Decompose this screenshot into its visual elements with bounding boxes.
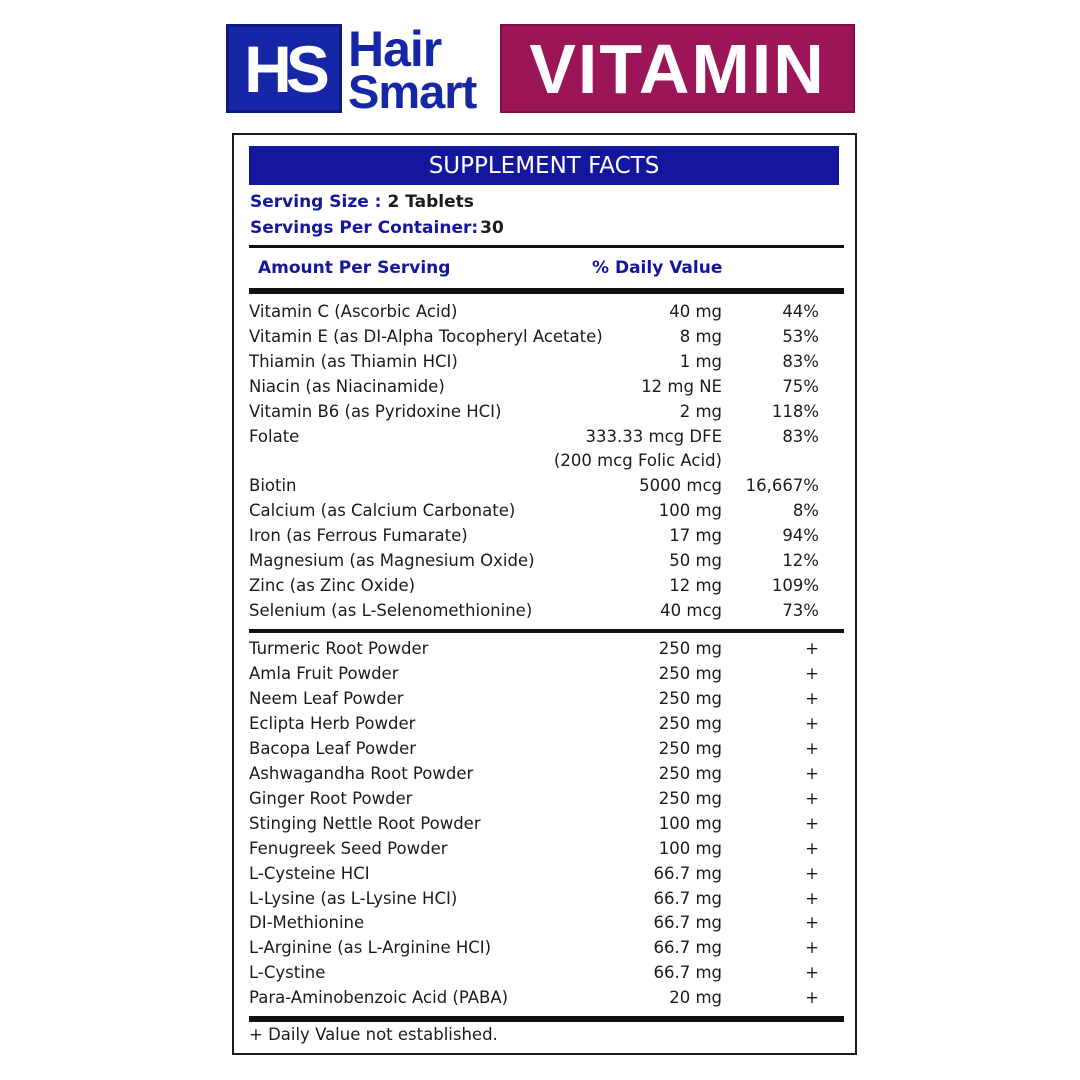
nutrient-daily-value: 53% [782, 326, 819, 346]
nutrient-amount: 250 mg [658, 763, 722, 783]
nutrient-row [249, 786, 819, 811]
nutrient-daily-value: 83% [782, 351, 819, 371]
nutrient-row [249, 573, 819, 598]
nutrient-amount: 100 mg [658, 501, 722, 521]
product-name: VITAMIN [529, 29, 826, 108]
nutrient-daily-value: + [805, 938, 819, 958]
nutrient-amount: 250 mg [658, 663, 722, 683]
nutrient-daily-value: 16,667% [745, 476, 819, 496]
nutrient-row [249, 736, 819, 761]
nutrient-amount: 12 mg NE [641, 376, 722, 396]
serving-size-value: 2 Tablets [387, 192, 474, 212]
nutrient-amount: 250 mg [658, 788, 722, 808]
nutrient-name: Vitamin E (as DI-Alpha Tocopheryl Acetate) [249, 326, 603, 346]
nutrient-row [249, 448, 819, 473]
nutrient-daily-value: + [805, 788, 819, 808]
nutrient-row [249, 523, 819, 548]
nutrient-name: Folate [249, 426, 300, 446]
nutrient-name: Stinging Nettle Root Powder [249, 813, 481, 833]
nutrient-daily-value: + [805, 988, 819, 1008]
brand-monogram-text: HS [244, 31, 324, 106]
nutrient-name: Vitamin C (Ascorbic Acid) [249, 302, 458, 321]
nutrient-daily-value: + [805, 688, 819, 708]
nutrient-amount: 250 mg [658, 713, 722, 733]
nutrient-name: DI-Methionine [249, 913, 365, 933]
nutrient-daily-value: + [805, 838, 819, 858]
nutrient-daily-value: + [805, 663, 819, 683]
nutrient-amount: 100 mg [658, 813, 722, 833]
nutrient-name: Fenugreek Seed Powder [249, 838, 448, 858]
nutrient-row [249, 598, 819, 623]
nutrient-daily-value: 12% [782, 551, 819, 570]
nutrient-row [249, 661, 819, 686]
facts-title-bar [249, 146, 839, 185]
nutrient-name: Iron (as Ferrous Fumarate) [249, 526, 468, 546]
nutrient-row [249, 886, 819, 911]
nutrient-daily-value: 118% [771, 401, 819, 421]
nutrient-amount: 50 mg [669, 551, 722, 570]
nutrient-row [249, 686, 819, 711]
nutrient-daily-value: + [805, 813, 819, 833]
daily-value-header: % Daily Value [592, 258, 723, 278]
brand-name-line2: Smart [348, 65, 477, 118]
nutrient-amount: 66.7 mg [653, 963, 722, 983]
nutrient-name: Neem Leaf Powder [249, 688, 404, 708]
nutrient-name: Eclipta Herb Powder [249, 713, 416, 733]
nutrient-row [249, 299, 819, 324]
nutrient-row [249, 399, 819, 424]
divider-rule-thick [249, 1016, 844, 1022]
brand-monogram-logo [226, 24, 342, 113]
nutrient-daily-value: + [805, 639, 819, 658]
serving-size-label: Serving Size : [250, 192, 382, 212]
nutrient-name: Vitamin B6 (as Pyridoxine HCI) [249, 401, 502, 421]
divider-rule [249, 629, 844, 633]
nutrient-daily-value: + [805, 888, 819, 908]
nutrient-amount: 8 mg [679, 326, 722, 346]
nutrient-daily-value: 8% [792, 501, 819, 521]
nutrient-amount: 40 mg [669, 302, 722, 321]
nutrient-daily-value: + [805, 713, 819, 733]
nutrient-amount: 66.7 mg [653, 938, 722, 958]
nutrient-name: Magnesium (as Magnesium Oxide) [249, 551, 535, 570]
nutrient-amount: 100 mg [658, 838, 722, 858]
footnote: + Daily Value not established. [249, 1025, 498, 1044]
nutrient-amount: 17 mg [669, 526, 722, 546]
nutrient-amount: 12 mg [669, 575, 722, 595]
nutrient-amount: 66.7 mg [653, 888, 722, 908]
nutrient-daily-value: + [805, 738, 819, 758]
nutrient-row [249, 473, 819, 498]
nutrient-row [249, 811, 819, 836]
nutrient-daily-value: 109% [771, 575, 819, 595]
nutrient-daily-value: 73% [782, 600, 819, 620]
servings-per-container [250, 218, 504, 238]
nutrient-daily-value: + [805, 763, 819, 783]
nutrient-row [249, 985, 819, 1010]
nutrient-row [249, 548, 819, 573]
nutrient-name: L-Cysteine HCI [249, 863, 370, 883]
nutrient-name: Thiamin (as Thiamin HCI) [249, 351, 458, 371]
amount-per-serving-header: Amount Per Serving [258, 258, 451, 278]
nutrient-name: Biotin [249, 476, 297, 496]
nutrient-row [249, 861, 819, 886]
nutrient-name: Ginger Root Powder [249, 788, 413, 808]
nutrient-row [249, 424, 819, 449]
nutrient-name: Para-Aminobenzoic Acid (PABA) [249, 988, 509, 1008]
nutrient-amount: (200 mcg Folic Acid) [553, 451, 722, 471]
nutrient-daily-value: 44% [782, 302, 819, 321]
nutrient-amount: 20 mg [669, 988, 722, 1008]
nutrient-name: Ashwagandha Root Powder [249, 763, 474, 783]
nutrient-amount: 2 mg [679, 401, 722, 421]
nutrient-row [249, 761, 819, 786]
nutrient-name: Zinc (as Zinc Oxide) [249, 575, 416, 595]
divider-rule-thick [249, 288, 844, 294]
brand-name-line1: Hair [348, 21, 442, 77]
nutrient-name: L-Cystine [249, 963, 326, 983]
nutrient-daily-value: 75% [782, 376, 819, 396]
nutrient-amount: 250 mg [658, 688, 722, 708]
nutrient-amount: 40 mcg [660, 600, 722, 620]
nutrient-daily-value: 83% [782, 426, 819, 446]
nutrient-row [249, 498, 819, 523]
nutrient-amount: 66.7 mg [653, 863, 722, 883]
nutrient-amount: 250 mg [658, 738, 722, 758]
nutrient-daily-value: + [805, 913, 819, 933]
nutrient-daily-value: + [805, 963, 819, 983]
servings-per-container-value: 30 [480, 218, 504, 238]
nutrient-row [249, 960, 819, 985]
nutrient-name: Calcium (as Calcium Carbonate) [249, 501, 516, 521]
nutrient-name: Turmeric Root Powder [249, 639, 429, 658]
facts-title: SUPPLEMENT FACTS [428, 152, 660, 179]
nutrient-name: Selenium (as L-Selenomethionine) [249, 600, 533, 620]
nutrient-row [249, 324, 819, 349]
nutrient-amount: 66.7 mg [653, 913, 722, 933]
nutrient-row [249, 711, 819, 736]
nutrient-daily-value: 94% [782, 526, 819, 546]
nutrient-name: Amla Fruit Powder [249, 663, 399, 683]
nutrient-row [249, 636, 819, 661]
product-banner [500, 24, 855, 113]
nutrient-name: Niacin (as Niacinamide) [249, 376, 445, 396]
nutrient-daily-value: + [805, 863, 819, 883]
nutrient-row [249, 349, 819, 374]
divider-rule [249, 245, 844, 248]
nutrient-amount: 5000 mcg [639, 476, 722, 496]
servings-per-container-label: Servings Per Container: [250, 218, 479, 238]
nutrient-name: L-Arginine (as L-Arginine HCI) [249, 938, 492, 958]
nutrient-name: Bacopa Leaf Powder [249, 738, 417, 758]
nutrient-name: L-Lysine (as L-Lysine HCI) [249, 888, 458, 908]
nutrient-row [249, 836, 819, 861]
serving-size [250, 192, 474, 212]
nutrient-row [249, 935, 819, 960]
nutrient-amount: 333.33 mcg DFE [585, 426, 722, 446]
nutrient-amount: 250 mg [658, 639, 722, 658]
nutrient-amount: 1 mg [679, 351, 722, 371]
nutrient-row [249, 374, 819, 399]
nutrient-row [249, 910, 819, 935]
